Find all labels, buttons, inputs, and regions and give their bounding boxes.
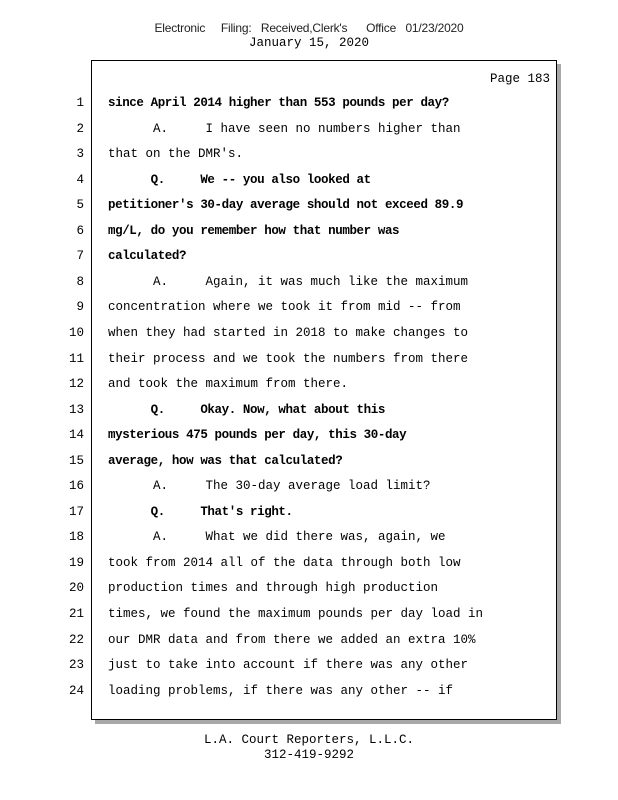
line-number: 14 — [68, 428, 84, 442]
line-number: 1 — [76, 96, 84, 110]
line-number: 10 — [68, 326, 84, 340]
line-number: 23 — [68, 658, 84, 672]
line-number: 21 — [68, 607, 84, 621]
footer-phone: 312-419-9292 — [263, 748, 354, 762]
transcript-line: A. Again, it was much like the maximum — [108, 275, 469, 289]
line-number: 24 — [68, 684, 84, 698]
line-number: 12 — [68, 377, 84, 391]
transcript-date: January 15, 2020 — [248, 36, 370, 50]
line-number: 19 — [68, 556, 84, 570]
transcript-line: concentration where we took it from mid -- from — [108, 300, 461, 314]
page-number: Page 183 — [489, 72, 550, 86]
line-number: 20 — [68, 581, 84, 595]
line-number: 4 — [76, 173, 84, 187]
transcript-line: that on the DMR's. — [108, 147, 244, 161]
line-number: 9 — [76, 300, 84, 314]
line-number: 17 — [68, 505, 84, 519]
transcript-line: A. The 30-day average load limit? — [108, 479, 431, 493]
line-number: 16 — [68, 479, 84, 493]
line-number: 13 — [68, 403, 84, 417]
transcript-line: A. I have seen no numbers higher than — [108, 122, 461, 136]
transcript-line: mysterious 475 pounds per day, this 30-day — [108, 428, 407, 442]
transcript-line: A. What we did there was, again, we — [108, 530, 446, 544]
transcript-line: took from 2014 all of the data through both low — [108, 556, 461, 570]
transcript-line: calculated? — [108, 249, 187, 263]
transcript-line: Q. That's right. — [108, 505, 293, 519]
transcript-line: our DMR data and from there we added an extra 10% — [108, 633, 476, 647]
line-number: 11 — [68, 352, 84, 366]
line-number: 5 — [76, 198, 84, 212]
transcript-line: Q. Okay. Now, what about this — [108, 403, 385, 417]
transcript-line: Q. We -- you also looked at — [108, 173, 371, 187]
line-number: 7 — [76, 249, 84, 263]
transcript-line: and took the maximum from there. — [108, 377, 349, 391]
transcript-line: times, we found the maximum pounds per day load in — [108, 607, 484, 621]
line-number: 15 — [68, 454, 84, 468]
filing-stamp: Electronic Filing: Received,Clerk's Office 01/23/2020 — [154, 21, 464, 35]
line-number: 6 — [76, 224, 84, 238]
transcript-line: petitioner's 30-day average should not exceed 89.9 — [108, 198, 464, 212]
transcript-line: when they had started in 2018 to make changes to — [108, 326, 469, 340]
line-number: 18 — [68, 530, 84, 544]
transcript-line: just to take into account if there was any other — [108, 658, 469, 672]
line-number: 8 — [76, 275, 84, 289]
transcript-line: production times and through high production — [108, 581, 439, 595]
transcript-line: mg/L, do you remember how that number was — [108, 224, 400, 238]
line-number: 22 — [68, 633, 84, 647]
line-number: 2 — [76, 122, 84, 136]
transcript-line: loading problems, if there was any other -- if — [108, 684, 454, 698]
transcript-line: average, how was that calculated? — [108, 454, 343, 468]
transcript-line: their process and we took the numbers from there — [108, 352, 469, 366]
transcript-line: since April 2014 higher than 553 pounds per day? — [108, 96, 449, 110]
line-number: 3 — [76, 147, 84, 161]
footer-reporter: L.A. Court Reporters, L.L.C. — [203, 733, 415, 747]
